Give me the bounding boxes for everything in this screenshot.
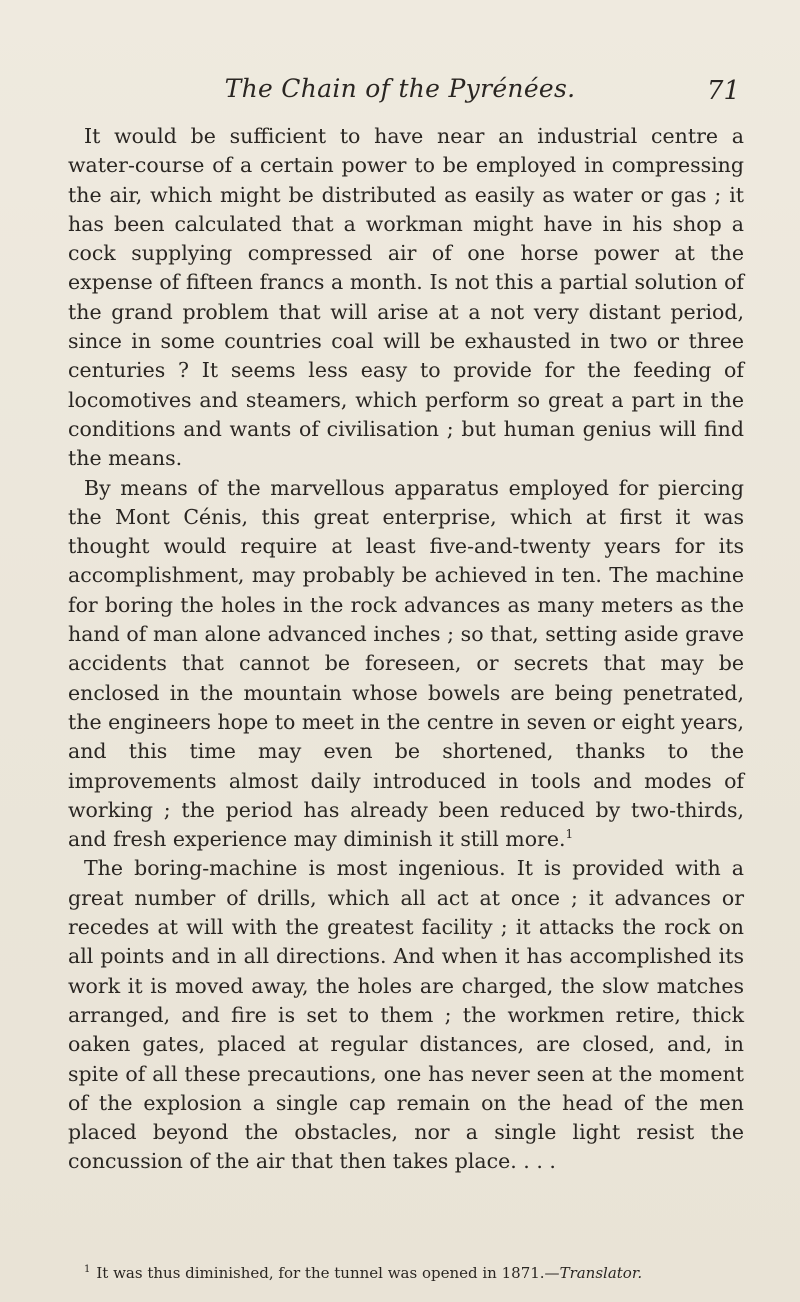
paragraph-text: The boring-machine is most ingenious. It is provided with a great number of drills, which all act at once ; it advances or recedes at will with the greatest facility ; it attacks the rock on all points and in all directions. And when it has accomplished its work it is moved away, the holes are charged, the slow matches arranged, and fire is set to them ; the workmen retire, thick oaken gates, placed at regular distances, are closed, and, in spite of all these precautions, one has never seen at the moment of the explosion a single cap remain on the head of the men placed beyond the obstacles, nor a single light resist the concussion of the air that then takes place. . . . — [68, 856, 744, 1174]
running-head — [0, 74, 800, 114]
page-number: 71 — [706, 76, 740, 106]
footnote — [84, 1260, 744, 1283]
paragraph — [68, 474, 744, 855]
footnote-credit: Translator. — [559, 1264, 643, 1282]
body-text — [68, 122, 744, 1177]
footnote-reference: 1 — [565, 827, 574, 842]
running-title: The Chain of the Pyrénées. — [224, 74, 576, 103]
footnote-text: It was thus diminished, for the tunnel was opened in 1871.— — [96, 1264, 560, 1282]
paragraph-text: It would be sufficient to have near an industrial centre a water-course of a certain power to be employed in compressing the air, which might be distributed as easily as water or gas ; it has been calculated that a workman might have in his shop a cock supplying compressed air of one horse power at the expense of fifteen francs a month. Is not this a partial solution of the grand problem that will arise at a not very distant period, since in some countries coal will be exhausted in two or three centuries ? It seems less easy to provide for the feeding of locomotives and steamers, which perform so great a part in the conditions and wants of civilisation ; but human genius will find the means. — [68, 124, 744, 471]
paragraph — [68, 854, 744, 1176]
paragraph — [68, 122, 744, 474]
footnote-mark: 1 — [84, 1264, 91, 1275]
paragraph-text: By means of the marvellous apparatus employed for piercing the Mont Cénis, this great enterprise, which at first it was thought would require at least five-and-twenty years for its accomplishment, may probably be achieved in ten. The machine for boring the holes in the rock advances as many meters as the hand of man alone advanced inches ; so that, setting aside grave accidents that cannot be foreseen, or secrets that may be enclosed in the mountain whose bowels are being penetrated, the engineers hope to meet in the centre in seven or eight years, and this time may even be shortened, thanks to the improvements almost daily introduced in tools and modes of working ; the period has already been reduced by two-thirds, and fresh experience may diminish it still more. — [68, 475, 744, 852]
